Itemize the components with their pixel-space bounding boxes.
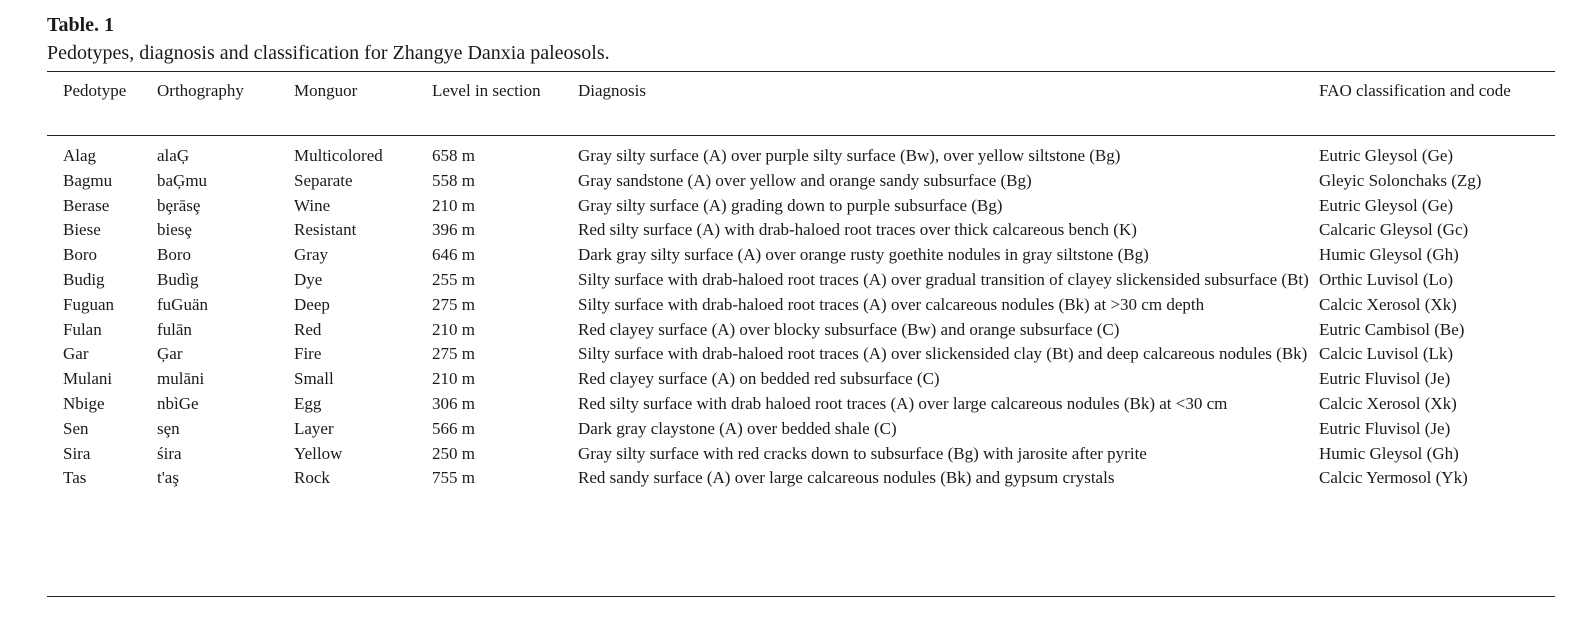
cell-fao-classification: Humic Gleysol (Gh)	[1319, 443, 1459, 463]
cell-orthography: śira	[157, 443, 182, 463]
table-row	[47, 218, 1555, 243]
table-row	[47, 194, 1555, 219]
cell-fao-classification: Eutric Fluvisol (Je)	[1319, 369, 1451, 389]
cell-diagnosis: Red clayey surface (A) on bedded red subsurface (C)	[578, 369, 940, 389]
cell-diagnosis: Red silty surface with drab haloed root traces (A) over large calcareous nodules (Bk) at <30 cm	[578, 393, 1228, 413]
cell-fao-classification: Calcic Yermosol (Yk)	[1319, 468, 1468, 488]
cell-monguor: Deep	[294, 294, 330, 314]
pedotype-table	[47, 79, 1555, 491]
header-fao: FAO classification and code	[1319, 81, 1511, 100]
cell-orthography: t'aş	[157, 468, 179, 488]
cell-pedotype: Gar	[63, 344, 89, 364]
table-body	[47, 135, 1555, 491]
top-rule	[47, 71, 1555, 72]
cell-fao-classification: Gleyic Solonchaks (Zg)	[1319, 170, 1482, 190]
header-level: Level in section	[432, 81, 541, 100]
bottom-rule	[47, 596, 1555, 597]
cell-level: 275 m	[432, 294, 475, 314]
cell-fao-classification: Eutric Gleysol (Ge)	[1319, 146, 1454, 165]
cell-fao-classification: Humic Gleysol (Gh)	[1319, 245, 1459, 265]
table-row	[47, 293, 1555, 318]
header-orthography: Orthography	[157, 81, 244, 100]
cell-fao-classification: Orthic Luvisol (Lo)	[1319, 269, 1454, 289]
table-row	[47, 135, 1555, 169]
cell-orthography: mulāni	[157, 369, 205, 389]
cell-level: 646 m	[432, 245, 475, 265]
cell-diagnosis: Gray silty surface (A) over purple silty surface (Bw), over yellow siltstone (Bg)	[578, 146, 1121, 165]
cell-monguor: Yellow	[294, 443, 343, 463]
cell-pedotype: Nbige	[63, 393, 105, 413]
cell-monguor: Multicolored	[294, 146, 383, 165]
table-row	[47, 243, 1555, 268]
table-row	[47, 417, 1555, 442]
table-caption: Pedotypes, diagnosis and classification for Zhangye Danxia paleosols.	[47, 42, 610, 64]
cell-pedotype: Bagmu	[63, 170, 113, 190]
cell-orthography: Budìg	[157, 269, 199, 289]
cell-orthography: fuGuän	[157, 294, 208, 314]
cell-fao-classification: Eutric Gleysol (Ge)	[1319, 195, 1454, 215]
cell-pedotype: Fulan	[63, 319, 102, 339]
cell-monguor: Rock	[294, 468, 330, 488]
cell-level: 658 m	[432, 146, 475, 165]
cell-pedotype: Mulani	[63, 369, 113, 389]
header-row	[47, 79, 1555, 135]
cell-diagnosis: Silty surface with drab-haloed root traces (A) over slickensided clay (Bt) and deep calcareous nodules (Bk)	[578, 344, 1308, 364]
cell-level: 255 m	[432, 269, 475, 289]
cell-orthography: sȩn	[157, 418, 180, 438]
cell-pedotype: Budig	[63, 269, 105, 289]
cell-fao-classification: Calcic Xerosol (Xk)	[1319, 393, 1457, 413]
cell-pedotype: Boro	[63, 245, 97, 265]
table-header	[47, 79, 1555, 135]
cell-diagnosis: Silty surface with drab-haloed root traces (A) over calcareous nodules (Bk) at >30 cm depth	[578, 294, 1205, 314]
cell-level: 306 m	[432, 393, 475, 413]
table-row	[47, 392, 1555, 417]
cell-orthography: nbìGe	[157, 393, 199, 413]
cell-monguor: Small	[294, 369, 334, 389]
cell-diagnosis: Dark gray claystone (A) over bedded shale (C)	[578, 418, 897, 438]
cell-level: 755 m	[432, 468, 475, 488]
cell-monguor: Wine	[294, 195, 331, 215]
cell-orthography: baĢmu	[157, 170, 208, 190]
table-row	[47, 442, 1555, 467]
cell-pedotype: Sira	[63, 443, 91, 463]
table-row	[47, 342, 1555, 367]
cell-orthography: Boro	[157, 245, 191, 265]
cell-diagnosis: Dark gray silty surface (A) over orange rusty goethite nodules in gray siltstone (Bg)	[578, 245, 1149, 265]
cell-diagnosis: Red silty surface (A) with drab-haloed root traces over thick calcareous bench (K)	[578, 220, 1137, 240]
cell-monguor: Egg	[294, 393, 322, 413]
header-monguor: Monguor	[294, 81, 358, 100]
cell-monguor: Separate	[294, 170, 353, 190]
cell-monguor: Layer	[294, 418, 334, 438]
cell-fao-classification: Calcic Xerosol (Xk)	[1319, 294, 1457, 314]
table-row	[47, 318, 1555, 343]
cell-pedotype: Sen	[63, 418, 89, 438]
table-row	[47, 466, 1555, 491]
table-row	[47, 367, 1555, 392]
cell-pedotype: Tas	[63, 468, 87, 488]
cell-orthography: Ģar	[157, 344, 183, 364]
cell-orthography: bȩrāsȩ	[157, 195, 201, 215]
cell-level: 275 m	[432, 344, 475, 364]
cell-orthography: biesȩ	[157, 220, 192, 240]
cell-diagnosis: Gray silty surface with red cracks down to subsurface (Bg) with jarosite after pyrite	[578, 443, 1147, 463]
cell-diagnosis: Gray sandstone (A) over yellow and orange sandy subsurface (Bg)	[578, 170, 1032, 190]
cell-orthography: alaĢ	[157, 146, 190, 165]
cell-level: 210 m	[432, 319, 475, 339]
cell-fao-classification: Eutric Cambisol (Be)	[1319, 319, 1465, 339]
cell-level: 558 m	[432, 170, 475, 190]
cell-diagnosis: Red clayey surface (A) over blocky subsurface (Bw) and orange subsurface (C)	[578, 319, 1120, 339]
cell-monguor: Gray	[294, 245, 328, 265]
cell-monguor: Fire	[294, 344, 322, 364]
table-label: Table. 1	[47, 14, 115, 36]
table-row	[47, 268, 1555, 293]
cell-fao-classification: Calcaric Gleysol (Gc)	[1319, 220, 1469, 240]
header-diagnosis: Diagnosis	[578, 81, 646, 100]
cell-level: 210 m	[432, 195, 475, 215]
cell-diagnosis: Silty surface with drab-haloed root traces (A) over gradual transition of clayey slickensided subsurface (Bt)	[578, 269, 1309, 289]
header-pedotype: Pedotype	[63, 81, 127, 100]
cell-orthography: fulān	[157, 319, 192, 339]
cell-level: 566 m	[432, 418, 475, 438]
cell-pedotype: Biese	[63, 220, 101, 240]
cell-diagnosis: Red sandy surface (A) over large calcareous nodules (Bk) and gypsum crystals	[578, 468, 1115, 488]
cell-monguor: Dye	[294, 269, 323, 289]
cell-pedotype: Berase	[63, 195, 110, 215]
cell-level: 250 m	[432, 443, 475, 463]
cell-diagnosis: Gray silty surface (A) grading down to purple subsurface (Bg)	[578, 195, 1003, 215]
cell-pedotype: Fuguan	[63, 294, 114, 314]
cell-monguor: Red	[294, 319, 322, 339]
table-row	[47, 169, 1555, 194]
cell-fao-classification: Calcic Luvisol (Lk)	[1319, 344, 1454, 364]
cell-pedotype: Alag	[63, 146, 97, 165]
cell-level: 396 m	[432, 220, 475, 240]
cell-monguor: Resistant	[294, 220, 357, 240]
cell-level: 210 m	[432, 369, 475, 389]
cell-fao-classification: Eutric Fluvisol (Je)	[1319, 418, 1451, 438]
